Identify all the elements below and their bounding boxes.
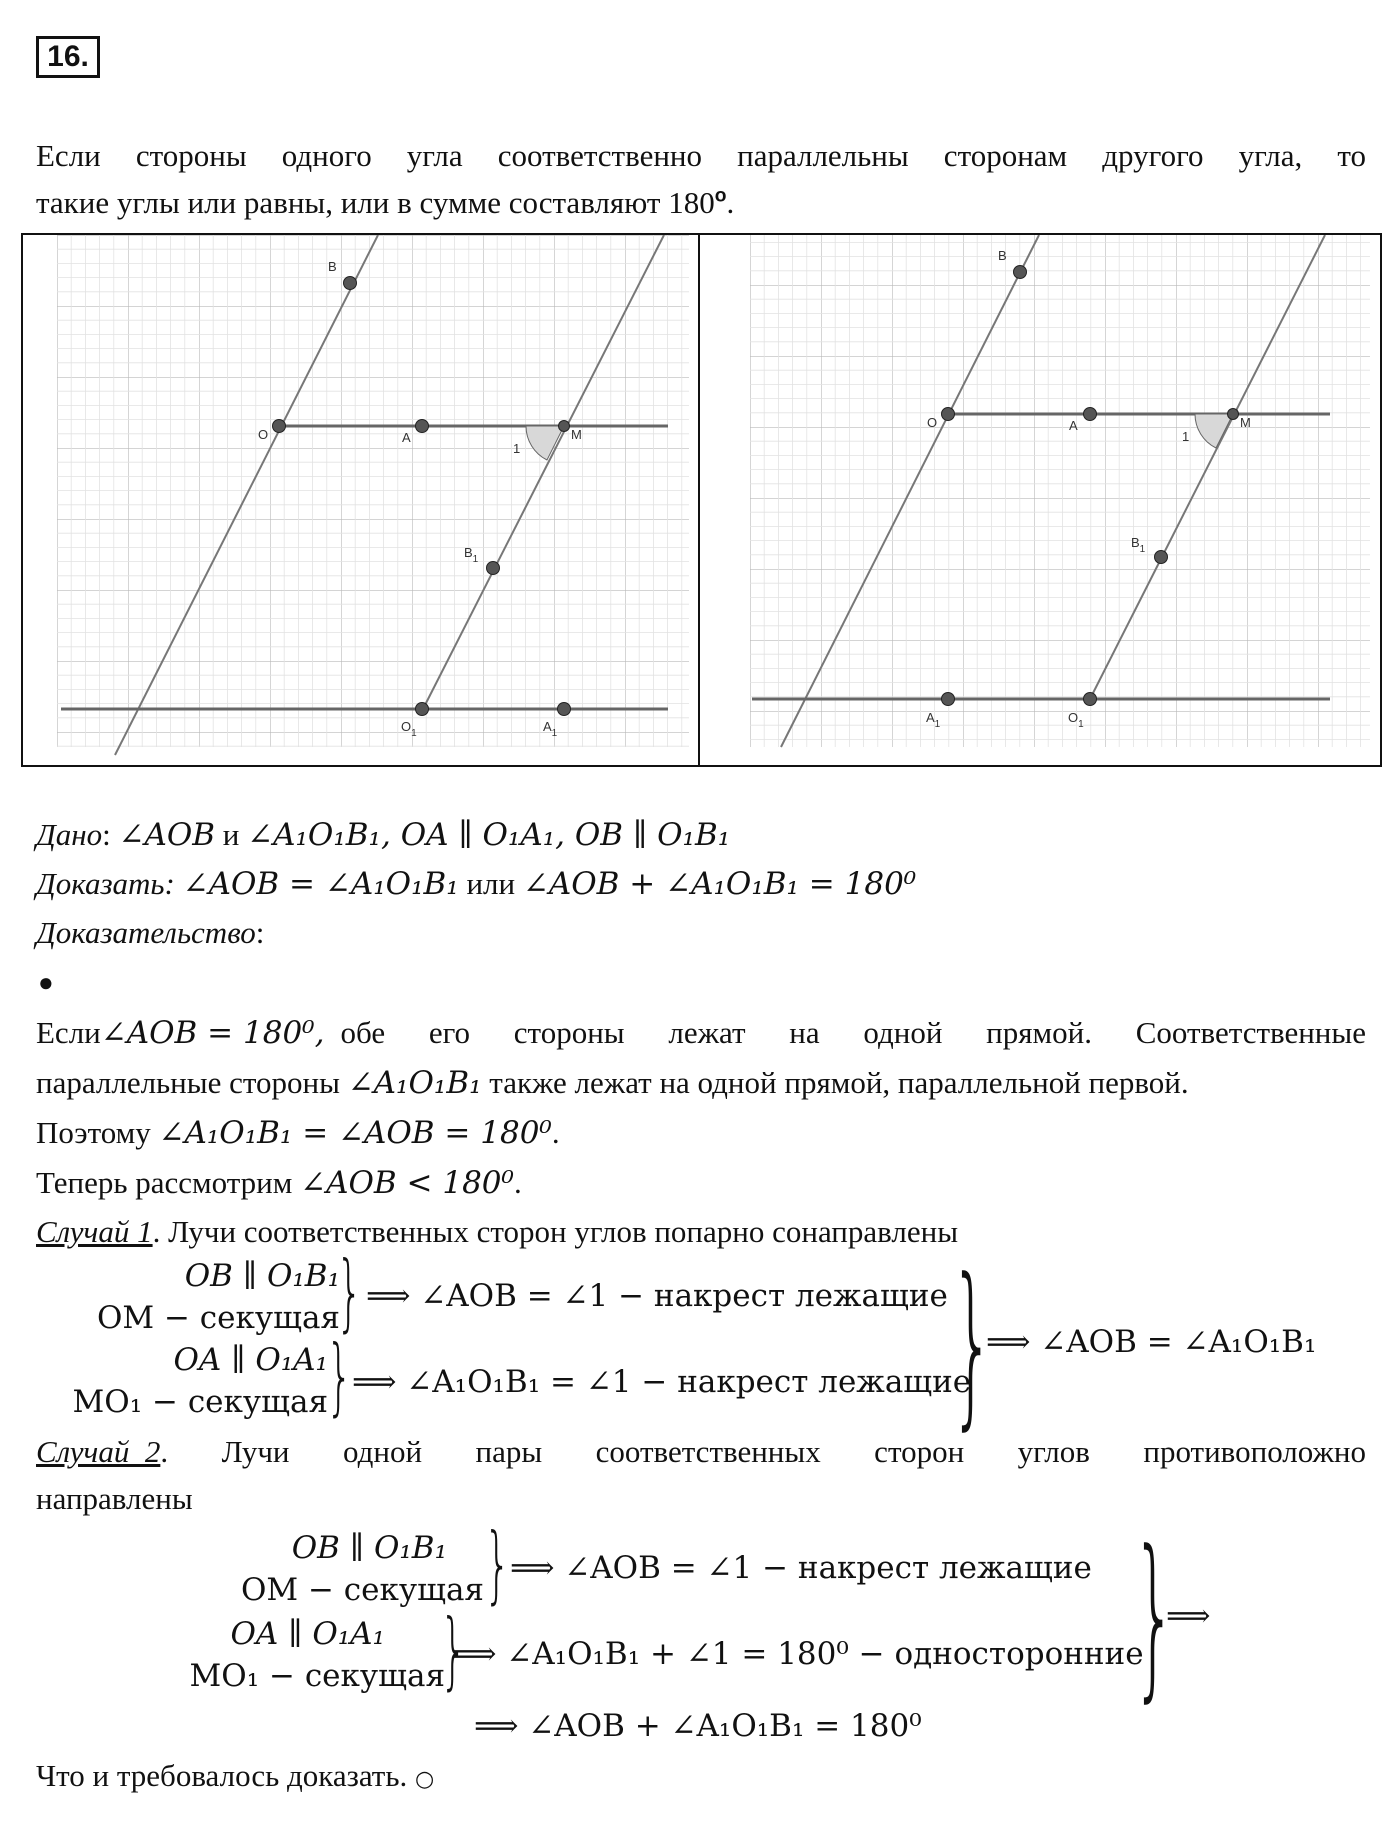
case1-text: . Лучи соответственных сторон углов попарно сонаправлены	[152, 1214, 959, 1249]
p1-rest-1: обе его стороны лежат на одной прямой. Соответственные	[340, 1015, 1366, 1050]
now-text: Теперь рассмотрим	[36, 1165, 301, 1200]
proof-colon: :	[255, 915, 265, 950]
degree-mark: o	[714, 185, 727, 207]
prove-label: Доказать:	[36, 866, 175, 901]
label-B1-main: B	[1131, 535, 1140, 550]
now-dot: .	[513, 1165, 522, 1200]
case1-brace-1: }	[336, 1243, 363, 1341]
given-line	[36, 815, 730, 855]
p1-line-3	[36, 1113, 560, 1153]
case2-r2c: ⟹ ∠A₁O₁B₁ + ∠1 = 180⁰ − односторонние	[452, 1636, 1144, 1672]
case2-text-2: направлены	[36, 1481, 193, 1516]
label-O1-sub: 1	[1078, 719, 1084, 730]
qed-line	[36, 1756, 434, 1800]
prove-or: или	[458, 866, 523, 901]
now-line	[36, 1163, 522, 1203]
label-A1-sub: 1	[934, 719, 941, 730]
case1-r1b: OM − секущая	[96, 1300, 340, 1336]
case1-r2c: ⟹ ∠A₁O₁B₁ = ∠1 − накрест лежащие	[352, 1364, 972, 1400]
theorem-line-1: Если стороны одного угла соответственно параллельны сторонам другого угла, то	[36, 138, 1366, 173]
case1-brace-2: }	[326, 1327, 353, 1425]
case1-r2a: OA ∥ O₁A₁	[173, 1342, 328, 1378]
case2-label: Случай 2	[36, 1434, 161, 1469]
given-and: и	[215, 817, 248, 852]
label-B: B	[998, 248, 1007, 263]
now-expr: ∠AOB < 180⁰	[300, 1165, 514, 1201]
case2-big-brace: }	[1132, 1513, 1177, 1718]
label-O1-main: O	[1068, 710, 1079, 725]
prove-expr-2: ∠AOB + ∠A₁O₁B₁ = 180⁰	[522, 866, 917, 902]
label-angle-1: 1	[1182, 429, 1190, 444]
p1-line-3a: Поэтому	[36, 1115, 159, 1150]
case2-r1b: OM − секущая	[240, 1572, 484, 1608]
proof-label: Доказательство	[36, 915, 256, 950]
p1-line-3b: .	[551, 1115, 560, 1150]
case1-r2b: MO₁ − секущая	[72, 1384, 328, 1420]
p1-expr-1: ∠AOB = 180⁰,	[100, 1015, 325, 1051]
qed-mark: ○	[415, 1767, 435, 1792]
given-label: Дано	[36, 817, 103, 852]
case1-r1a: OB ∥ O₁B₁	[184, 1258, 340, 1294]
case2-r2b: MO₁ − секущая	[189, 1658, 445, 1694]
case2-arrow: ⟹	[1166, 1598, 1211, 1634]
label-O1-main: O	[401, 719, 412, 734]
label-B1-sub: 1	[472, 554, 479, 565]
p1-expr-3: ∠A₁O₁B₁ = ∠AOB = 180⁰	[158, 1115, 552, 1151]
case2-r2a: OA ∥ O₁A₁	[230, 1616, 385, 1652]
given-expr-1: ∠AOB	[118, 817, 216, 853]
label-A1-main: A	[926, 710, 935, 725]
qed-text: Что и требовалось доказать.	[36, 1758, 408, 1793]
bullet: ●	[38, 968, 54, 997]
label-B1-main: B	[464, 545, 473, 560]
label-M: M	[571, 427, 582, 442]
case1-result: ⟹ ∠AOB = ∠A₁O₁B₁	[986, 1324, 1317, 1360]
label-B1-sub: 1	[1139, 544, 1146, 555]
case2-brace-2: }	[440, 1601, 467, 1699]
p1-expr-2: ∠A₁O₁B₁	[347, 1065, 482, 1101]
case1-heading	[36, 1212, 958, 1252]
case2-heading	[36, 1432, 1366, 1472]
case2-r1a: OB ∥ O₁B₁	[291, 1530, 447, 1566]
label-O: O	[258, 427, 269, 442]
p1-line-2a: параллельные стороны	[36, 1065, 348, 1100]
label-angle-1: 1	[513, 441, 521, 456]
case2-text-1: . Лучи одной пары соответственных сторон углов противоположно	[160, 1434, 1366, 1469]
given-colon: :	[102, 817, 119, 852]
label-O1-sub: 1	[411, 728, 417, 739]
label-A1-main: A	[543, 719, 552, 734]
p1-word: Если	[36, 1015, 101, 1050]
p1-line-2	[36, 1063, 1189, 1103]
figure-left	[21, 233, 703, 767]
case1-r1c: ⟹ ∠AOB = ∠1 − накрест лежащие	[366, 1278, 948, 1314]
label-B: B	[328, 259, 337, 274]
label-O: O	[927, 415, 938, 430]
theorem-period: .	[726, 185, 735, 220]
given-expr-2: ∠A₁O₁B₁, OA ∥ O₁A₁, OB ∥ O₁B₁	[247, 817, 731, 853]
case2-result: ⟹ ∠AOB + ∠A₁O₁B₁ = 180⁰	[474, 1708, 922, 1744]
case1-label: Случай 1	[36, 1214, 153, 1249]
proof-heading	[36, 913, 264, 953]
prove-expr-1: ∠AOB = ∠A₁O₁B₁	[182, 866, 459, 902]
prove-line	[36, 864, 916, 904]
case1-big-brace: }	[950, 1241, 995, 1446]
p1-line-2b: также лежат на одной прямой, параллельной первой.	[481, 1065, 1189, 1100]
p1-line-1	[36, 1013, 1366, 1053]
figure-left-diagram	[23, 235, 701, 765]
theorem-line-2-text: такие углы или равны, или в сумме составляют 180	[36, 185, 715, 220]
case2-brace-1: }	[484, 1515, 511, 1613]
label-A1-sub: 1	[551, 728, 558, 739]
figure-right-diagram	[700, 235, 1380, 765]
label-A: A	[1069, 418, 1078, 433]
label-M: M	[1240, 415, 1251, 430]
case2-r1c: ⟹ ∠AOB = ∠1 − накрест лежащие	[510, 1550, 1092, 1586]
theorem-line-2	[36, 178, 1366, 228]
figure-right	[698, 233, 1382, 767]
label-A: A	[402, 430, 411, 445]
task-number: 16.	[36, 36, 100, 78]
